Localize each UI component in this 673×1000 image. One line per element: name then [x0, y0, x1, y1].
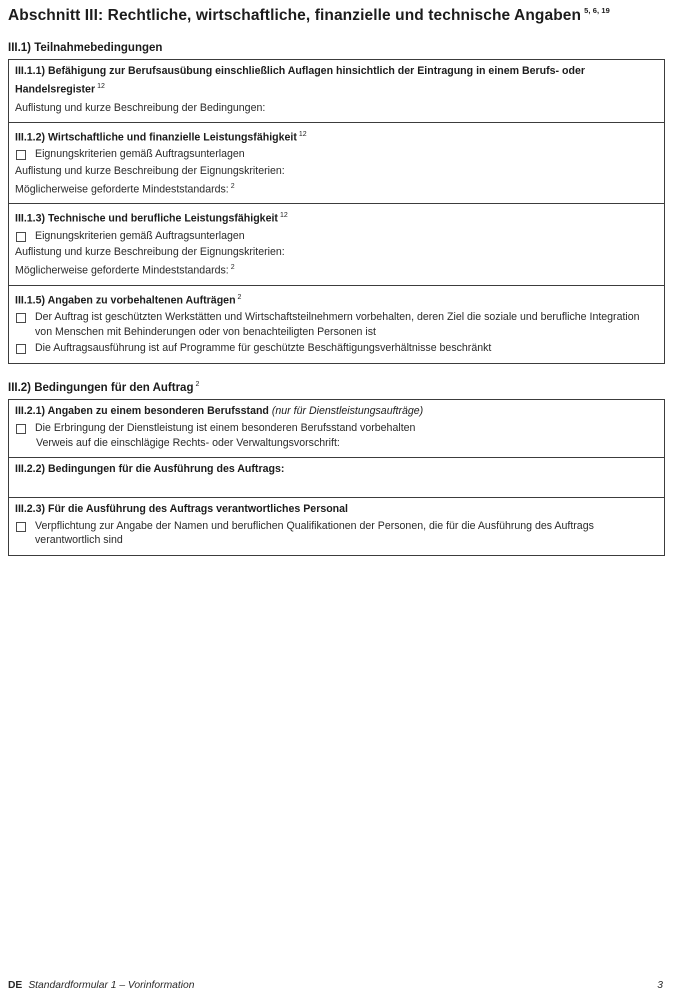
- checkbox-besonderer-berufsstand[interactable]: [16, 424, 26, 434]
- footer-language-code: DE: [8, 980, 23, 991]
- page-footer: [8, 980, 663, 991]
- section-iii-2-2-empty-space: [15, 479, 658, 491]
- checkbox-label-eignungskriterien-1-3: Eignungskriterien gemäß Auftragsunterlagen: [35, 229, 245, 242]
- section-iii-2-1-title-note: (nur für Dienstleistungsaufträge): [271, 404, 424, 417]
- checkbox-label-vorbehalten-werkstaetten: Der Auftrag ist geschützten Werkstätten und Wirtschaftsteilnehmern vorbehalten, deren Ziel die soziale und berufliche Integration von Menschen mit Behinderungen oder von benachteiligten Personen ist: [35, 311, 640, 338]
- section-iii-1-3-title-text: III.1.3) Technische und berufliche Leistungsfähigkeit: [15, 212, 278, 225]
- page-title: [8, 7, 665, 25]
- section-iii-2-2-title: III.2.2) Bedingungen für die Ausführung des Auftrags:: [15, 462, 285, 475]
- box-bedingungen-auftrag: [8, 399, 665, 556]
- section-iii-2-1-title: [15, 404, 658, 419]
- section-heading-iii-2-text: III.2) Bedingungen für den Auftrag: [8, 381, 194, 394]
- section-heading-iii-2-footnote: 2: [195, 380, 200, 388]
- checkbox-row-verantwortliches-personal: [15, 519, 658, 548]
- section-iii-1-3-footnote: 12: [279, 212, 288, 220]
- footer-page-number: 3: [657, 980, 663, 991]
- page-title-text: Abschnitt III: Rechtliche, wirtschaftliche, finanzielle und technische Angaben: [8, 7, 582, 25]
- section-iii-2-3-title: III.2.3) Für die Ausführung des Auftrags verantwortliches Personal: [15, 502, 348, 515]
- section-iii-1-3: [9, 203, 664, 285]
- section-iii-1-2-line2: [15, 179, 658, 198]
- section-heading-iii-2: [8, 381, 665, 394]
- section-iii-1-5-title: [15, 290, 658, 309]
- checkbox-row-eignungskriterien-1-3: [15, 229, 658, 244]
- section-iii-1-1: [9, 60, 664, 122]
- section-iii-1-1-line1: Auflistung und kurze Beschreibung der Bedingungen:: [15, 101, 266, 114]
- section-iii-1-5-title-text: III.1.5) Angaben zu vorbehaltenen Aufträgen: [15, 294, 236, 307]
- checkbox-eignungskriterien-1-3[interactable]: [16, 232, 26, 242]
- checkbox-row-besonderer-berufsstand: [15, 421, 658, 436]
- checkbox-label-geschuetzte-beschaeftigung: Die Auftragsausführung ist auf Programme für geschützte Beschäftigungsverhältnisse beschränkt: [35, 342, 492, 355]
- section-iii-1-3-line2-text: Möglicherweise geforderte Mindeststandards:: [15, 264, 229, 277]
- section-iii-1-3-line1: Auflistung und kurze Beschreibung der Eignungskriterien:: [15, 246, 285, 259]
- section-iii-2-3: [9, 497, 664, 555]
- page-title-footnote: 5, 6, 19: [584, 6, 610, 15]
- section-iii-1-2-line1: Auflistung und kurze Beschreibung der Eignungskriterien:: [15, 164, 285, 177]
- section-iii-2-1: [9, 400, 664, 457]
- section-iii-1-2-line2-text: Möglicherweise geforderte Mindeststandards:: [15, 183, 229, 196]
- section-heading-iii-1-text: III.1) Teilnahmebedingungen: [8, 42, 163, 55]
- section-iii-1-2-title-text: III.1.2) Wirtschaftliche und finanzielle Leistungsfähigkeit: [15, 131, 297, 144]
- footer-form-name: Standardformular 1 – Vorinformation: [28, 980, 195, 991]
- section-iii-1-2-title: [15, 127, 658, 146]
- section-iii-1-3-title: [15, 208, 658, 227]
- section-iii-1-2-line2-footnote: 2: [230, 182, 235, 190]
- box-teilnahmebedingungen: [8, 59, 665, 364]
- section-iii-1-3-line2: [15, 260, 658, 279]
- checkbox-geschuetzte-beschaeftigung[interactable]: [16, 344, 26, 354]
- checkbox-label-besonderer-berufsstand: Die Erbringung der Dienstleistung ist einem besonderen Berufsstand vorbehalten: [35, 421, 416, 434]
- section-heading-iii-1: [8, 42, 665, 54]
- section-iii-1-1-footnote: 12: [97, 83, 105, 91]
- section-iii-1-3-line2-footnote: 2: [230, 264, 235, 272]
- section-iii-1-1-title: [15, 64, 658, 98]
- section-iii-2-2: [9, 457, 664, 497]
- checkbox-row-geschuetzte-beschaeftigung: [15, 341, 658, 356]
- section-iii-2-1-subline: Verweis auf die einschlägige Rechts- oder Verwaltungsvorschrift:: [36, 437, 340, 450]
- section-iii-1-1-title-text: III.1.1) Befähigung zur Berufsausübung einschließlich Auflagen hinsichtlich der Eintragung in einem Berufs- oder Handelsregister: [15, 65, 585, 96]
- checkbox-label-verantwortliches-personal: Verpflichtung zur Angabe der Namen und beruflichen Qualifikationen der Personen, die für die Ausführung des Auftrags verantwortlich sind: [35, 519, 594, 547]
- section-iii-1-5-footnote: 2: [237, 293, 242, 301]
- section-iii-1-2: [9, 122, 664, 204]
- section-iii-1-2-footnote: 12: [298, 130, 307, 138]
- checkbox-verantwortliches-personal[interactable]: [16, 522, 26, 532]
- section-iii-1-5: [9, 285, 664, 363]
- checkbox-label-eignungskriterien-1-2: Eignungskriterien gemäß Auftragsunterlagen: [35, 148, 245, 161]
- section-iii-2-1-title-text: III.2.1) Angaben zu einem besonderen Berufsstand: [15, 404, 269, 417]
- checkbox-vorbehalten-werkstaetten[interactable]: [16, 313, 26, 323]
- checkbox-eignungskriterien-1-2[interactable]: [16, 150, 26, 160]
- checkbox-row-eignungskriterien-1-2: [15, 147, 658, 162]
- checkbox-row-vorbehalten-werkstaetten: [15, 310, 658, 339]
